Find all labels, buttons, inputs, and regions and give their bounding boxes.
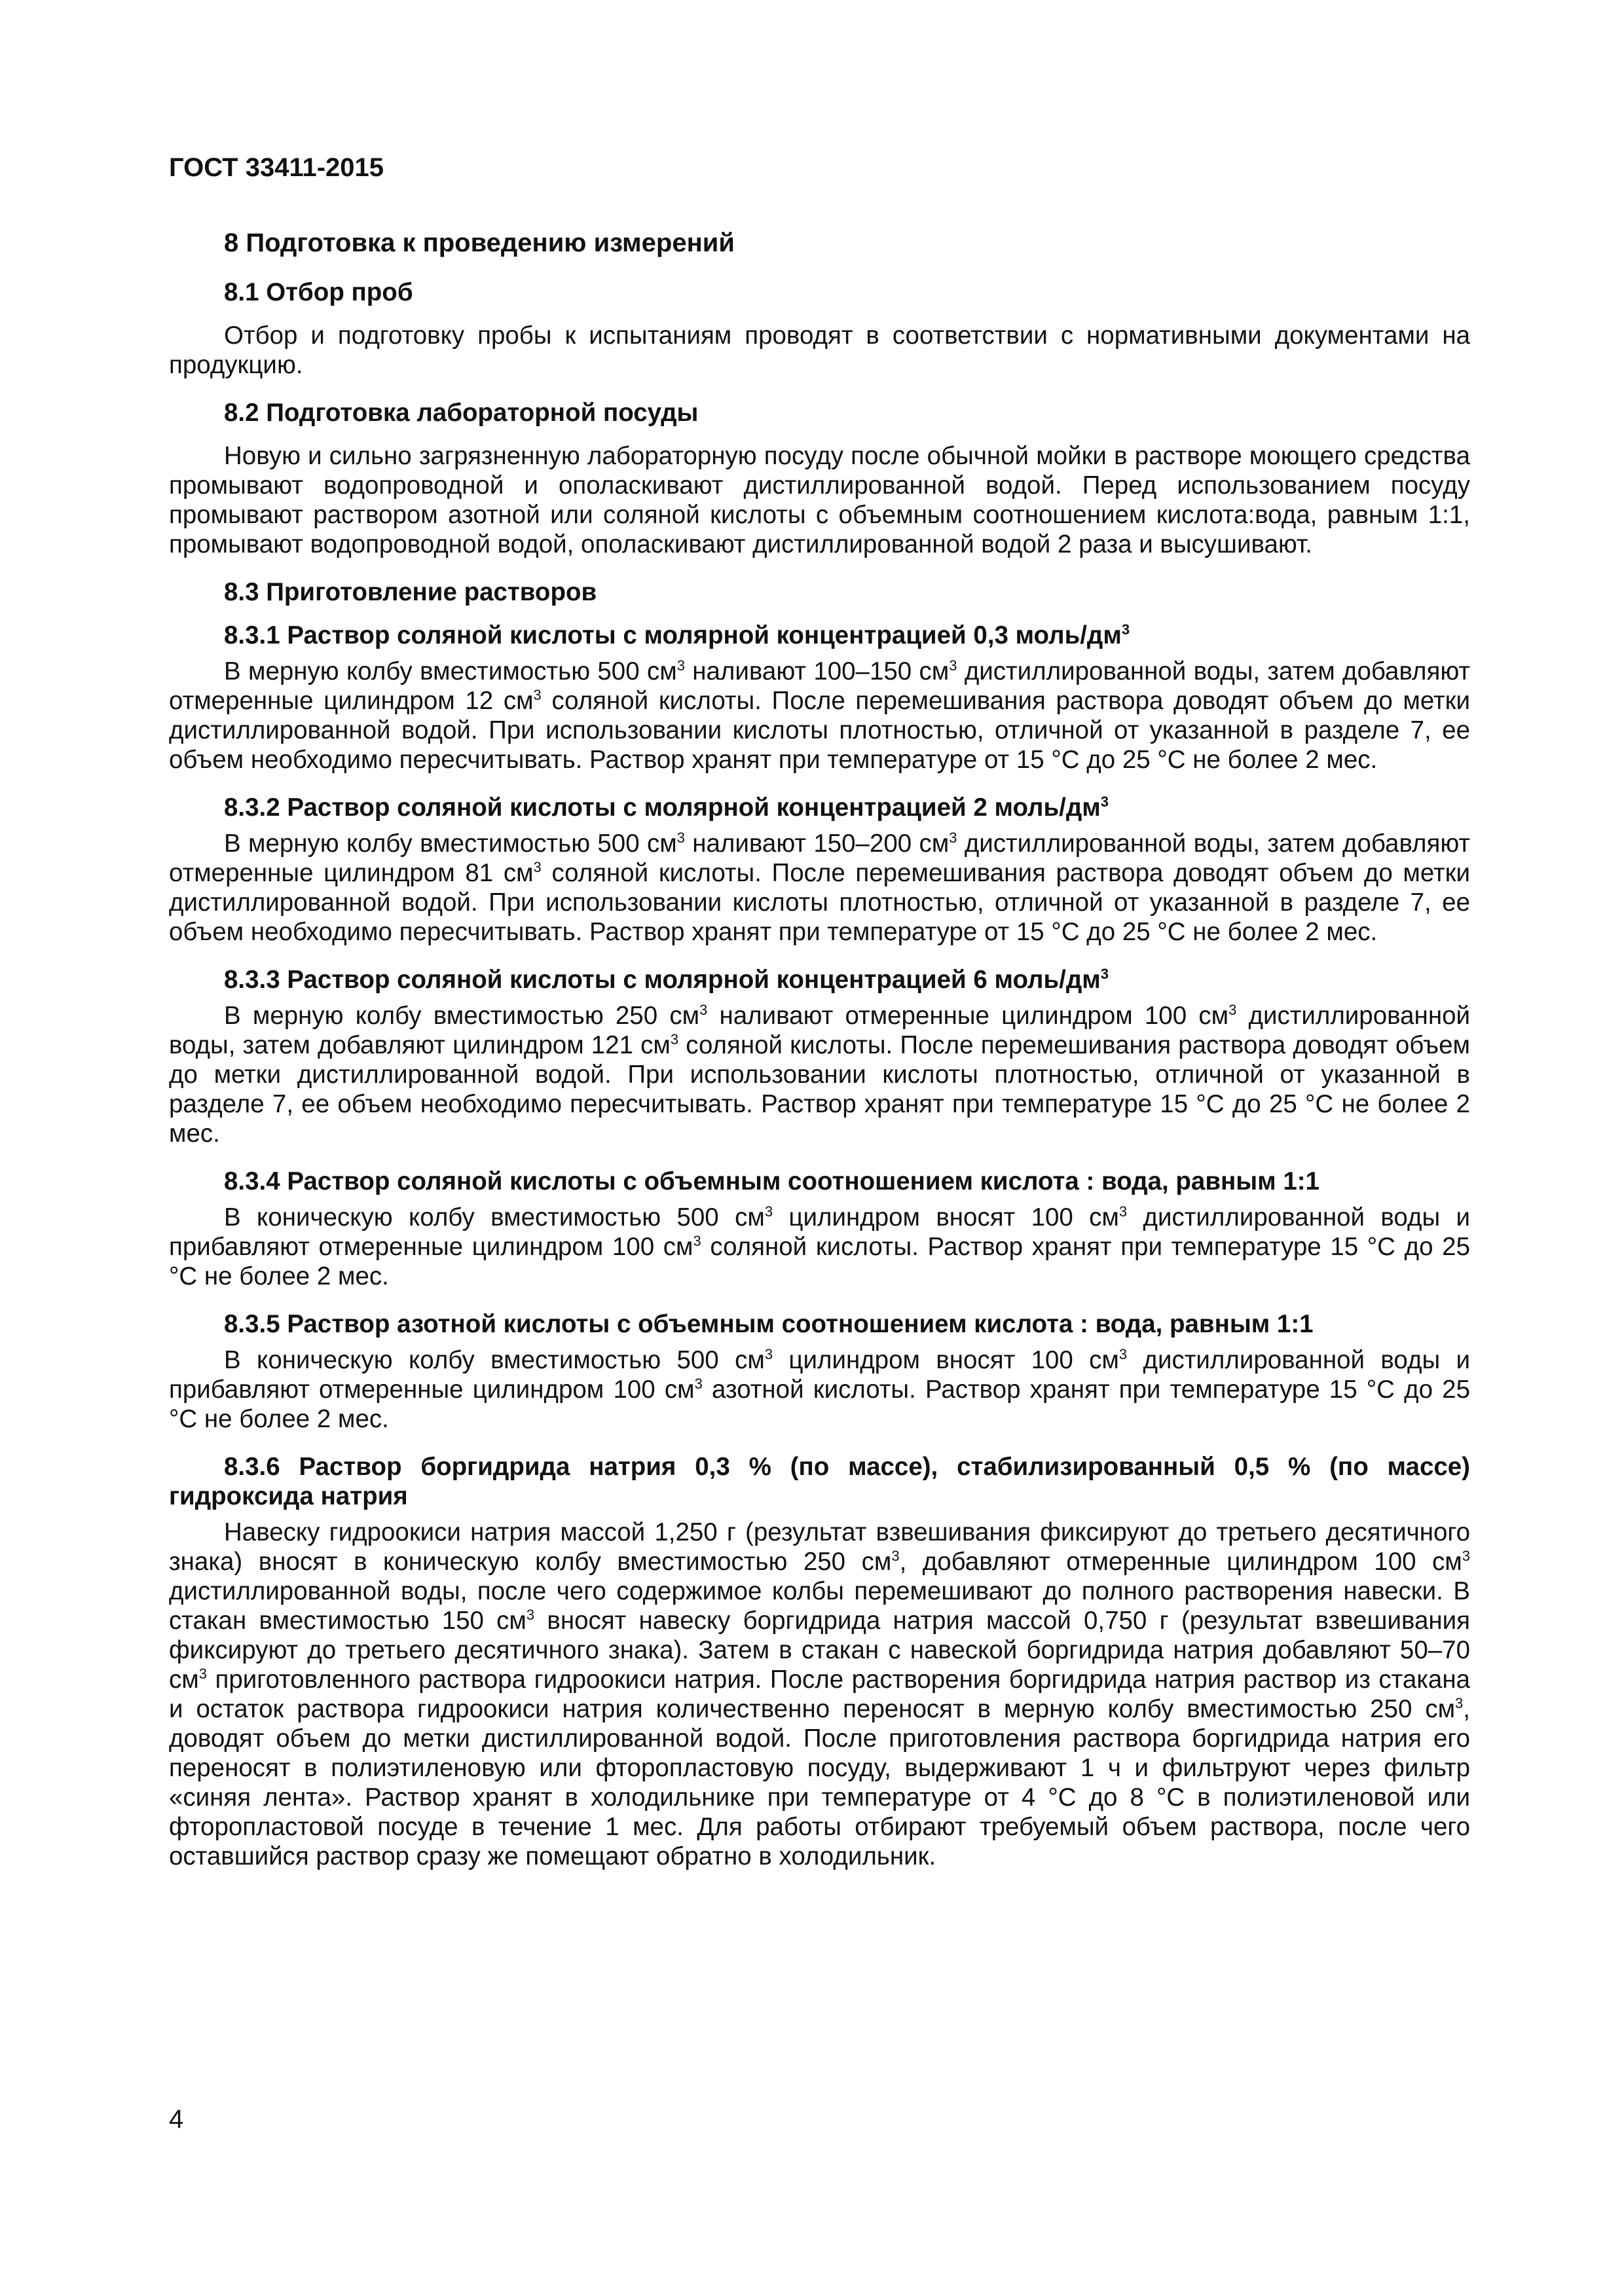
section-8-3-2-title: 8.3.2 Раствор соляной кислоты с молярной концентрацией 2 моль/$дм^3$ xyxy=(224,793,1109,822)
section-8-3-3-title: 8.3.3 Раствор соляной кислоты с молярной концентрацией 6 моль/$дм^3$ xyxy=(224,966,1109,994)
section-8-2-text: Новую и сильно загрязненную лабораторную посуду после обычной мойки в растворе моющего средства промывают водопроводной и ополаскивают дистиллированной водой. Перед использованием посуду промывают раствором азотной или соляной кислоты с объемным соотношением кислота:вода, равным 1:1, промывают водопроводной водой, ополаскивают дистиллированной водой 2 раза и высушивают. xyxy=(169,442,1470,558)
document-body xyxy=(169,227,1470,1889)
document-header: ГОСТ 33411-2015 xyxy=(169,153,384,182)
section-8-3-5-text: В коническую колбу вместимостью 500 $см^3$ цилиндром вносят 100 $см^3$ дистиллированной воды и прибавляют отмеренные цилиндром 100 $см^3$ азотной кислоты. Раствор хранят при температуре 15 °С до 25 °С не более 2 мес. xyxy=(169,1346,1471,1433)
section-8-3-4-text: В коническую колбу вместимостью 500 $см^3$ цилиндром вносят 100 $см^3$ дистиллированной воды и прибавляют отмеренные цилиндром 100 $см^3$ соляной кислоты. Раствор хранят при температуре 15 °С до 25 °С не более 2 мес. xyxy=(169,1203,1470,1290)
section-8-2-title: 8.2 Подготовка лабораторной посуды xyxy=(224,399,699,427)
section-8-3-1-text: В мерную колбу вместимостью 500 $см^3$ наливают 100–150 $см^3$ дистиллированной воды, затем добавляют отмеренные цилиндром 12 $см^3$ соляной кислоты. После перемешивания раствора доводят объем до метки дистиллированной водой. При использовании кислоты плотностью, отличной от указанной в разделе 7, ее объем необходимо пересчитывать. Раствор хранят при температуре от 15 °С до 25 °С не более 2 мес. xyxy=(169,657,1471,774)
section-8-3-6-text: Навеску гидроокиси натрия массой 1,250 г (результат взвешивания фиксируют до третьего десятичного знака) вносят в коническую колбу вместимостью 250 $см^3$, добавляют отмеренные цилиндром 100 $см^3$ дистиллированной воды, после чего содержимое колбы перемешивают до полного растворения навески. В стакан вместимостью 150 $см^3$ вносят навеску боргидрида натрия массой 0,750 г (результат взвешивания фиксируют до третьего десятичного знака). Затем в стакан с навеской боргидрида натрия добавляют 50–70 $см^3$ приготовленного раствора гидроокиси натрия. После растворения боргидрида натрия раствор из стакана и остаток раствора гидроокиси натрия количественно переносят в мерную колбу вместимостью 250 $см^3$, доводят объем до метки дистиллированной водой. После приготовления раствора боргидрида натрия его переносят в полиэтиленовую или фторопластовую посуду, выдерживают 1 ч и фильтруют через фильтр «синяя лента». Раствор хранят в холодильнике при температуре от 4 °С до 8 °С в полиэтиленовой или фторопластовой посуде в течение 1 мес. Для работы отбирают требуемый объем раствора, после чего оставшийся раствор сразу же помещают обратно в холодильник. xyxy=(169,1518,1470,1870)
section-8-3-2-text: В мерную колбу вместимостью 500 $см^3$ наливают 150–200 $см^3$ дистиллированной воды, затем добавляют отмеренные цилиндром 81 $см^3$ соляной кислоты. После перемешивания раствора доводят объем до метки дистиллированной водой. При использовании кислоты плотностью, отличной от указанной в разделе 7, ее объем необходимо пересчитывать. Раствор хранят при температуре от 15 °С до 25 °С не более 2 мес. xyxy=(169,829,1471,946)
section-8-3-title: 8.3 Приготовление растворов xyxy=(224,578,597,606)
section-8-1-title: 8.1 Отбор проб xyxy=(224,278,413,306)
page-number: 4 xyxy=(169,2105,184,2134)
section-8-3-3-text: В мерную колбу вместимостью 250 $см^3$ наливают отмеренные цилиндром 100 $см^3$ дистиллированной воды, затем добавляют цилиндром 121 $см^3$ соляной кислоты. После перемешивания раствора доводят объем до метки дистиллированной водой. При использовании кислоты плотностью, отличной от указанной в разделе 7, ее объем необходимо пересчитывать. Раствор хранят при температуре 15 °С до 25 °С не более 2 мес. xyxy=(169,1002,1471,1148)
section-8-3-1-title: 8.3.1 Раствор соляной кислоты с молярной концентрацией 0,3 моль/$дм^3$ xyxy=(224,621,1130,649)
section-8-3-4-title: 8.3.4 Раствор соляной кислоты с объемным соотношением кислота : вода, равным 1:1 xyxy=(224,1167,1320,1195)
section-8-title: 8 Подготовка к проведению измерений xyxy=(224,228,735,257)
section-8-3-6-title: 8.3.6 Раствор боргидрида натрия 0,3 % (по массе), стабилизированный 0,5 % (по массе) гидроксида натрия xyxy=(169,1453,1470,1510)
section-8-3-5-title: 8.3.5 Раствор азотной кислоты с объемным соотношением кислота : вода, равным 1:1 xyxy=(224,1310,1314,1338)
section-8-1-text: Отбор и подготовку пробы к испытаниям проводят в соответствии с нормативными документами на продукцию. xyxy=(169,321,1470,379)
